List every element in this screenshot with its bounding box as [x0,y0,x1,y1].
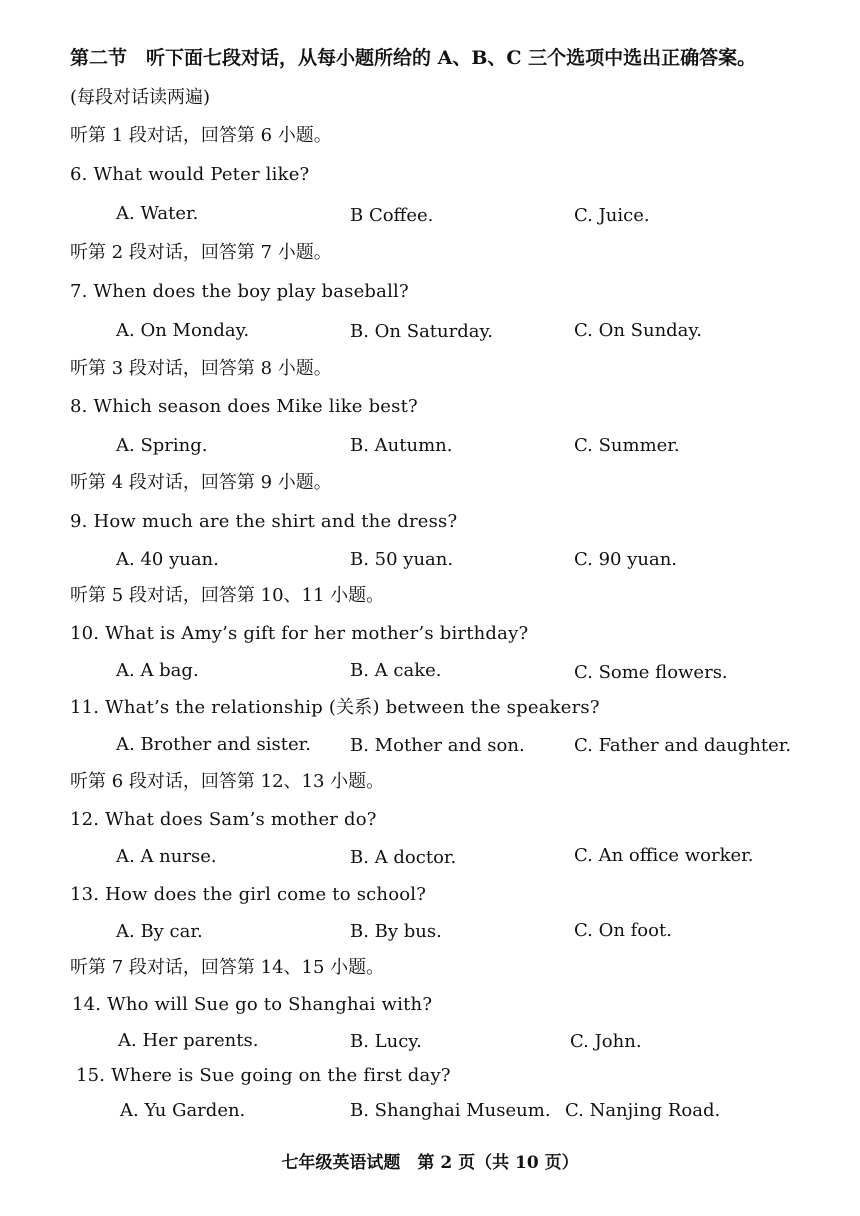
option-a: A. Water. [116,203,199,224]
option-a: A. A bag. [116,660,199,681]
option-c: C. Juice. [574,205,650,226]
option-a: A. A nurse. [116,846,217,867]
page-footer: 七年级英语试题 第 2 页（共 10 页） [281,1153,579,1173]
option-a: A. Yu Garden. [120,1100,246,1121]
option-a: A. By car. [116,921,203,942]
dialogue-instruction: 听第 2 段对话，回答第 7 小题。 [70,242,332,263]
option-c: C. On Sunday. [574,320,702,341]
dialogue-instruction: 听第 4 段对话，回答第 9 小题。 [70,472,332,493]
option-c: C. 90 yuan. [574,549,678,570]
dialogue-instruction: 听第 1 段对话，回答第 6 小题。 [70,125,332,146]
option-b: B. Autumn. [350,435,453,456]
question-stem: 11. What’s the relationship (关系) between the speakers? [70,697,600,718]
option-b: B. Shanghai Museum. [350,1100,551,1121]
section-subtitle: (每段对话读两遍) [70,87,211,108]
option-c: C. An office worker. [574,845,754,866]
question-stem: 7. When does the boy play baseball? [70,281,409,302]
option-b: B. A cake. [350,660,442,681]
option-b: B. By bus. [350,921,442,942]
option-a: A. On Monday. [116,320,250,341]
question-stem: 13. How does the girl come to school? [70,884,427,905]
option-b: B. On Saturday. [350,321,493,342]
option-b: B. 50 yuan. [350,549,454,570]
option-a: A. Spring. [116,435,208,456]
option-c: C. Summer. [574,435,680,456]
dialogue-instruction: 听第 3 段对话，回答第 8 小题。 [70,358,332,379]
option-b: B. Lucy. [350,1031,422,1052]
question-stem: 6. What would Peter like? [70,164,310,185]
question-stem: 12. What does Sam’s mother do? [70,809,377,830]
option-c: C. Father and daughter. [574,735,792,756]
question-stem: 14. Who will Sue go to Shanghai with? [72,994,433,1015]
option-b: B Coffee. [350,205,434,226]
dialogue-instruction: 听第 7 段对话，回答第 14、15 小题。 [70,957,385,978]
option-b: B. A doctor. [350,847,457,868]
question-stem: 9. How much are the shirt and the dress? [70,511,458,532]
option-b: B. Mother and son. [350,735,525,756]
option-c: C. John. [570,1031,642,1052]
option-c: C. Nanjing Road. [565,1100,721,1121]
dialogue-instruction: 听第 5 段对话，回答第 10、11 小题。 [70,585,385,606]
option-c: C. On foot. [574,920,672,941]
option-a: A. 40 yuan. [116,549,219,570]
question-stem: 15. Where is Sue going on the first day? [76,1065,451,1086]
section-title: 第二节 听下面七段对话，从每小题所给的 A、B、C 三个选项中选出正确答案。 [70,47,757,69]
option-c: C. Some flowers. [574,662,728,683]
question-stem: 10. What is Amy’s gift for her mother’s birthday? [70,623,529,644]
dialogue-instruction: 听第 6 段对话，回答第 12、13 小题。 [70,771,385,792]
option-a: A. Brother and sister. [116,734,311,755]
option-a: A. Her parents. [118,1030,259,1051]
question-stem: 8. Which season does Mike like best? [70,396,418,417]
